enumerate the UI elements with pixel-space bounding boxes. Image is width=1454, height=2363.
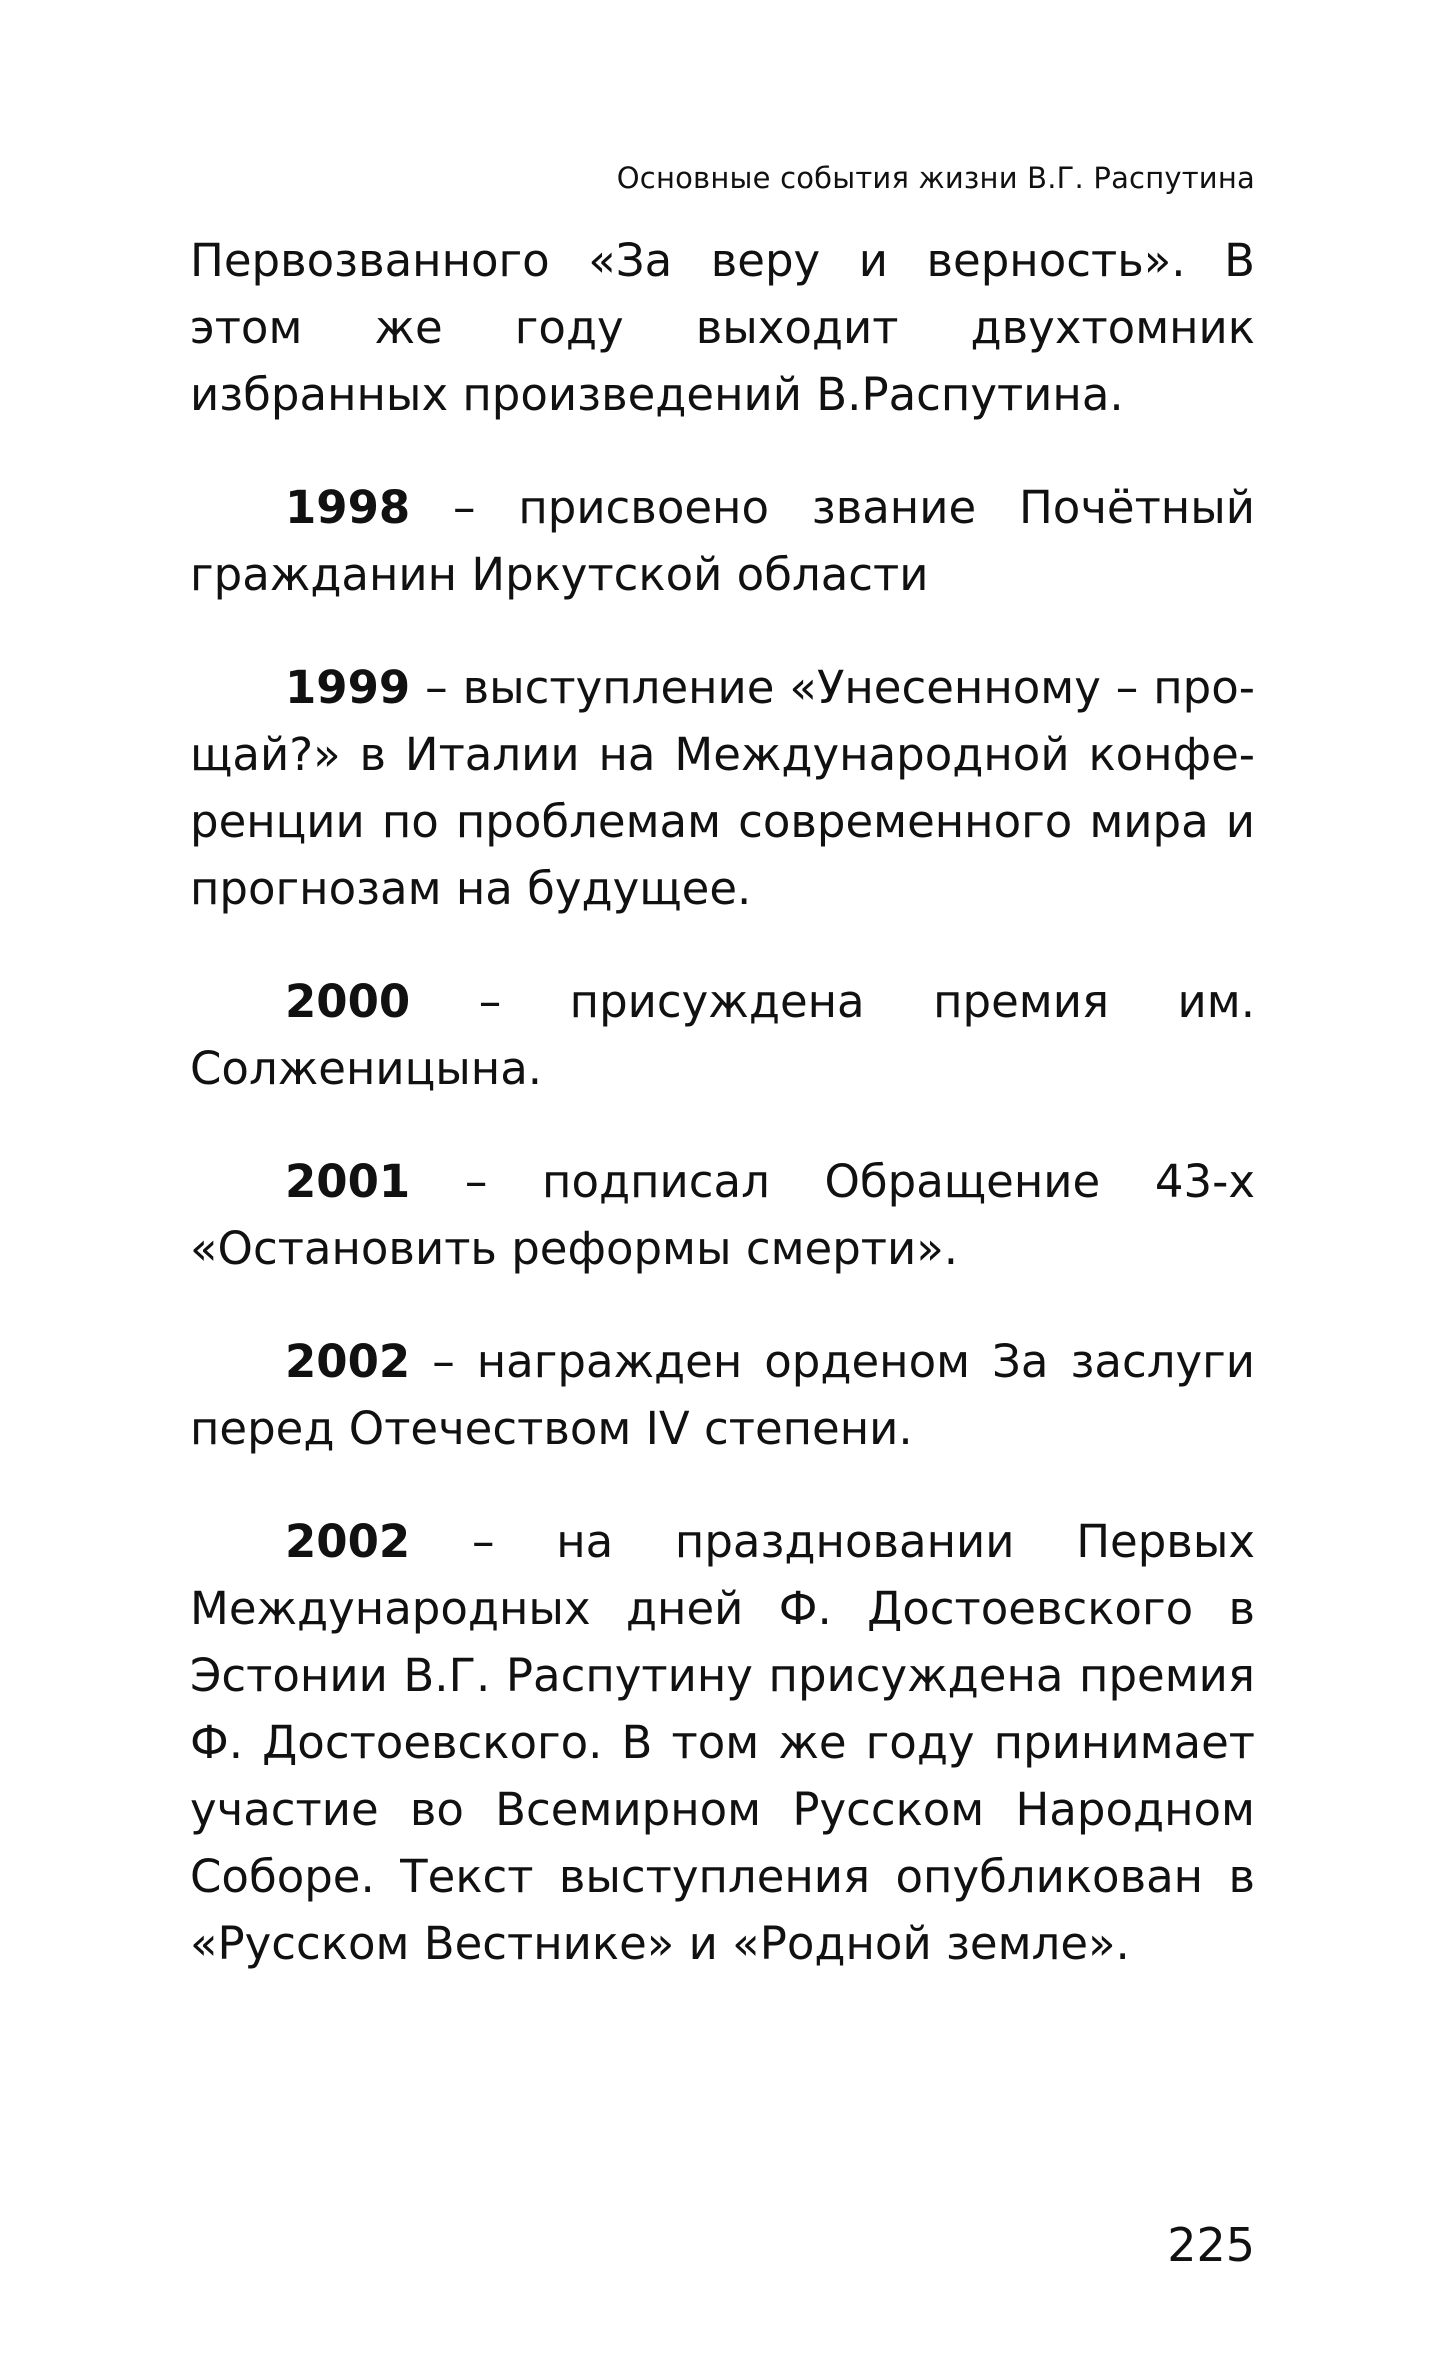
page-number: 225 bbox=[1167, 2218, 1255, 2272]
event-year: 1998 bbox=[285, 481, 411, 534]
event-text: – выступление «Унесенному – прощай?» в Италии на Международной конференции по проблемам современного мира и прогнозам на будущее. bbox=[190, 661, 1255, 915]
page-body bbox=[190, 227, 1255, 1977]
event-year: 2000 bbox=[285, 975, 411, 1028]
event-text: – на праздновании Первых Международных дней Ф. Достоевского в Эстонии В.Г. Распутину присуждена премия Ф. Достоевского. В том же году принимает участие во Всемирном Русском Народном Соборе. Текст выступления опубликован в «Русском Вестнике» и «Родной земле». bbox=[190, 1515, 1255, 1970]
event-text: – присуждена премия им. Солженицына. bbox=[190, 975, 1255, 1095]
event-entry-1998 bbox=[190, 474, 1255, 608]
event-entry-2002-dostoevsky bbox=[190, 1508, 1255, 1977]
event-entry-2000 bbox=[190, 968, 1255, 1102]
event-entry-1999 bbox=[190, 654, 1255, 922]
event-year: 2002 bbox=[285, 1335, 411, 1388]
event-text: – подписал Обращение 43-х «Остановить реформы смерти». bbox=[190, 1155, 1255, 1275]
event-entry-2001 bbox=[190, 1148, 1255, 1282]
event-text: – награжден орденом За заслуги перед Отечеством IV степени. bbox=[190, 1335, 1255, 1455]
event-year: 2001 bbox=[285, 1155, 411, 1208]
event-year: 2002 bbox=[285, 1515, 411, 1568]
event-entry-2002-order bbox=[190, 1328, 1255, 1462]
event-year: 1999 bbox=[285, 661, 411, 714]
running-header: Основные события жизни В.Г. Распутина bbox=[616, 161, 1255, 195]
event-text: – присвоено звание Почётный гражданин Иркутской области bbox=[190, 481, 1255, 601]
continuation-paragraph: Первозванного «За веру и верность». В этом же году выходит двухтомник избранных произведений В.Распутина. bbox=[190, 234, 1255, 421]
